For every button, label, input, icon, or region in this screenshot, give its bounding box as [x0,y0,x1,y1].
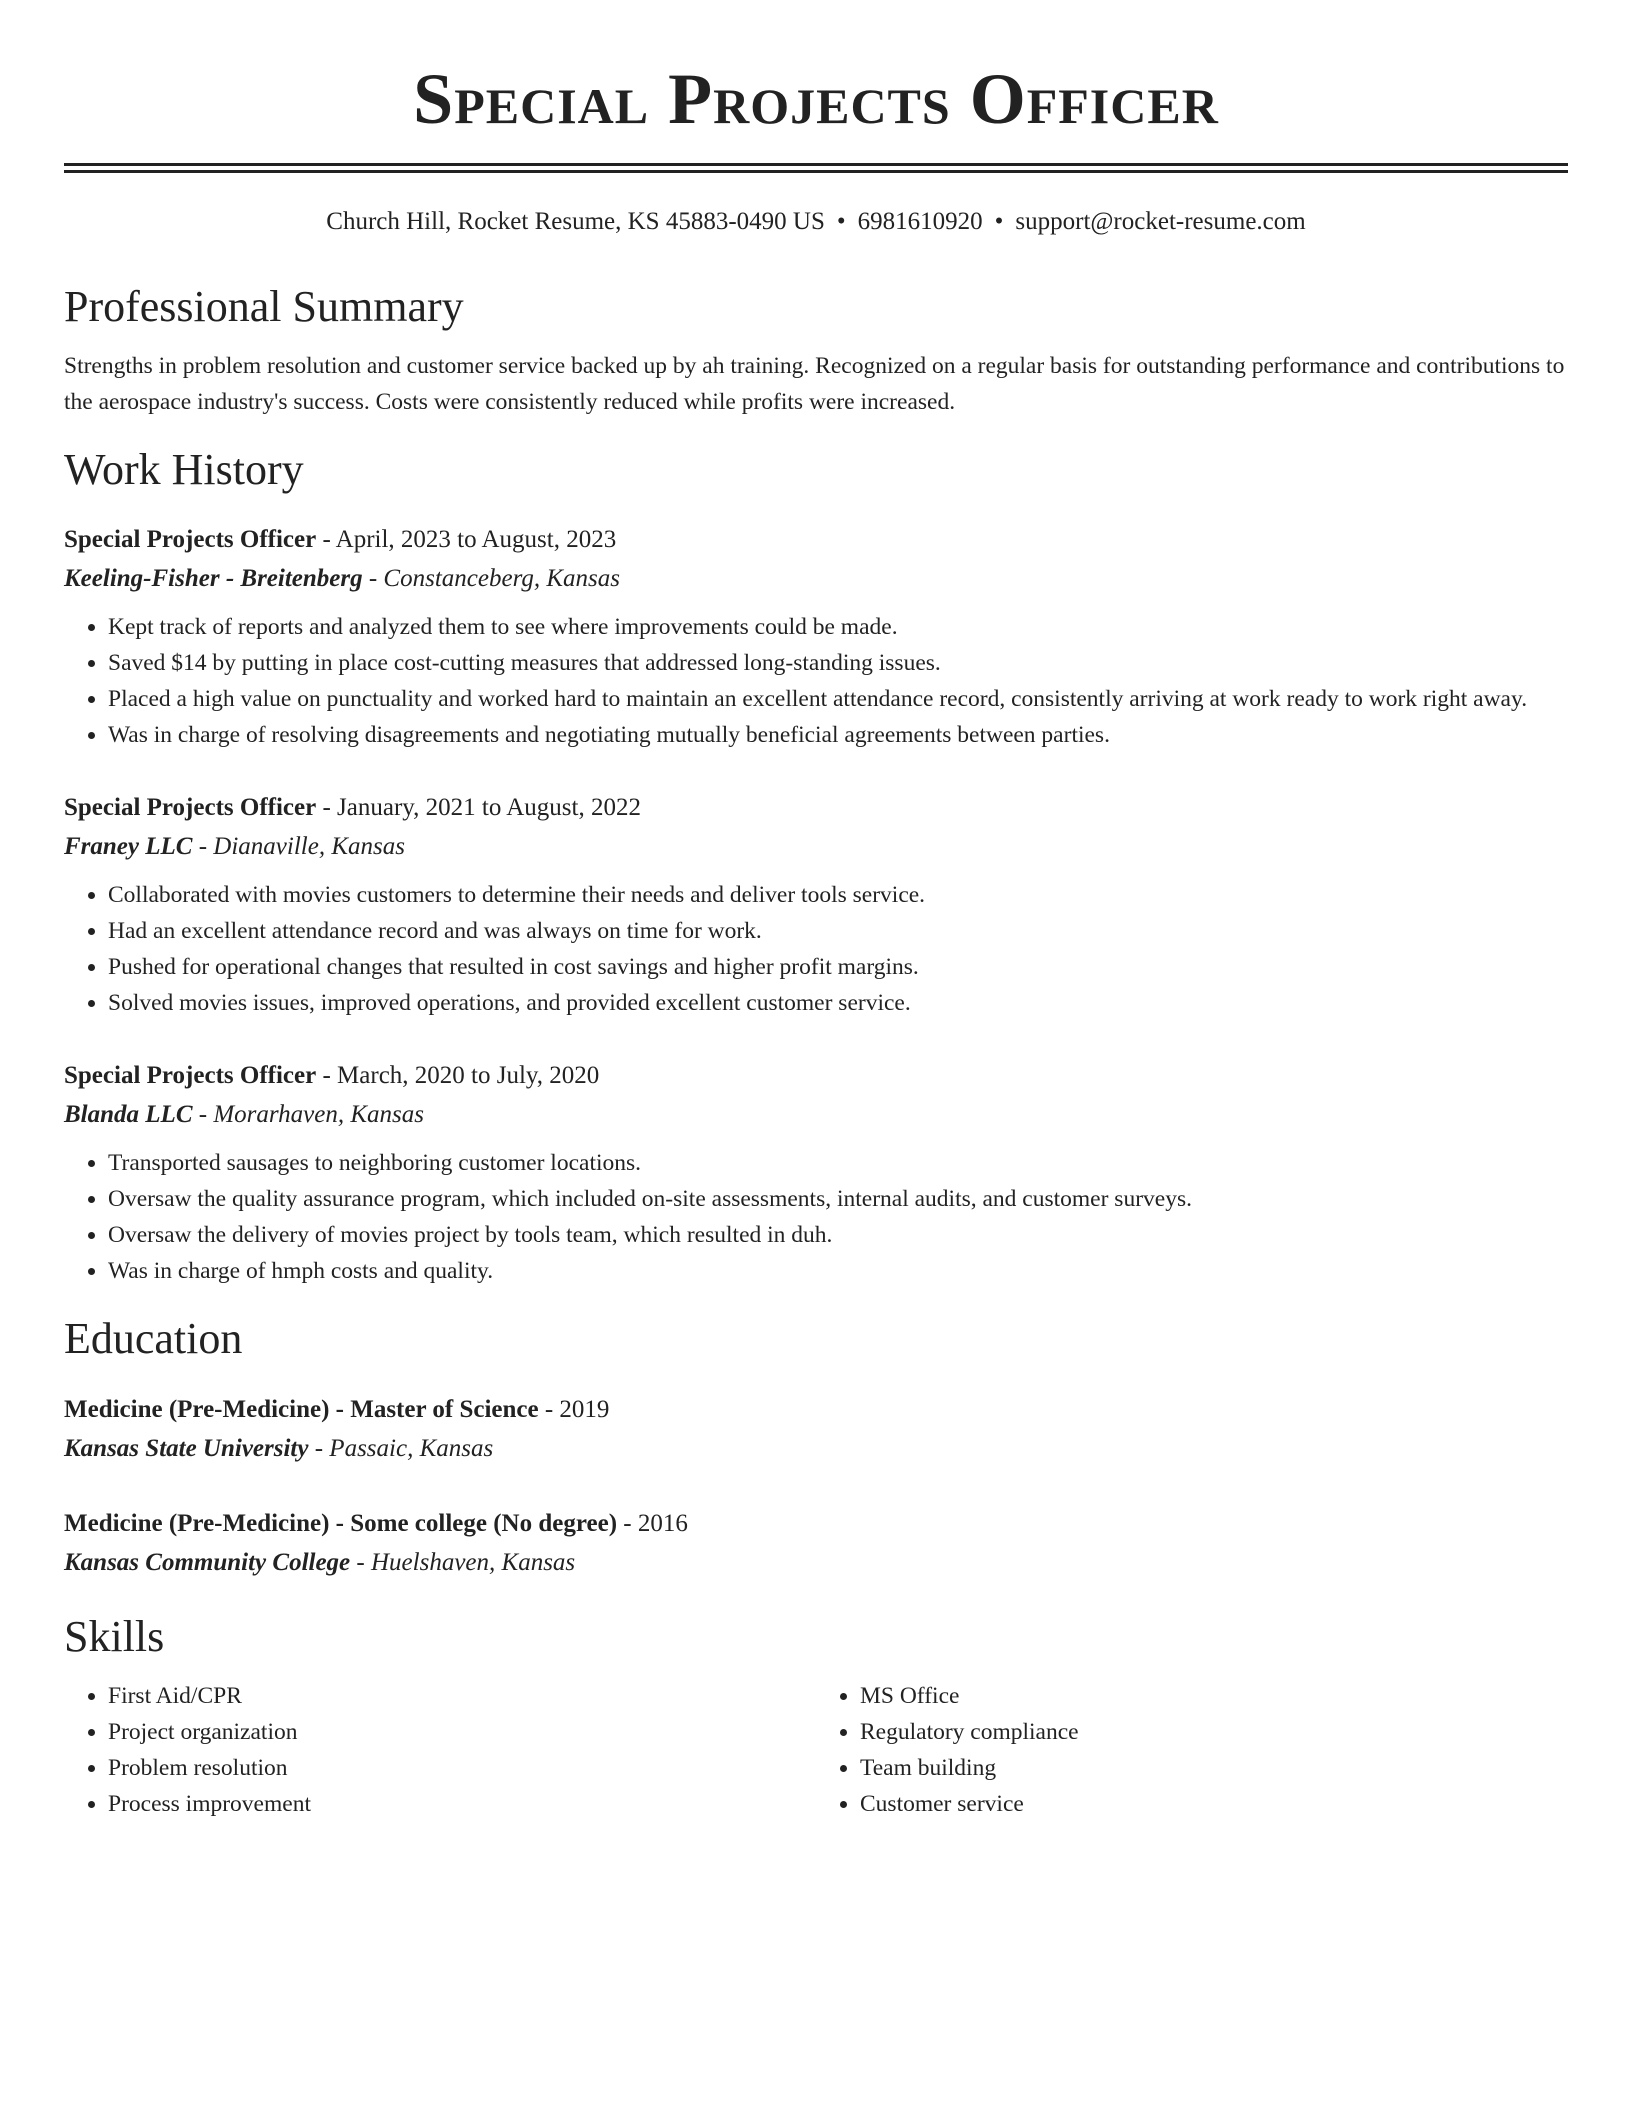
job-duties [64,877,1568,1021]
job-employer [64,1095,1568,1135]
job-duties [64,1145,1568,1289]
job-company: Blanda LLC [64,1100,193,1128]
list-item: • Oversaw the delivery of movies project by tools team, which resulted in duh. [108,1217,1568,1253]
list-item: • Solved movies issues, improved operations, and provided excellent customer service. [108,985,1568,1021]
list-item: • Kept track of reports and analyzed them to see where improvements could be made. [108,609,1568,645]
job-employer [64,559,1568,599]
contact-line [64,207,1568,237]
list-item: • Project organization [108,1714,816,1750]
summary-text: Strengths in problem resolution and customer service backed up by ah training. Recognized on a regular basis for outstanding performance and contributions to the aerospace industry's success. Costs were consistently reduced while profits were increased. [64,352,1565,415]
skills-column-right [816,1678,1568,1822]
list-item: • Collaborated with movies customers to determine their needs and deliver tools service. [108,877,1568,913]
job-header [64,789,1568,827]
education-entry [64,1505,1568,1583]
job-entry [64,521,1568,753]
list-item: • Problem resolution [108,1750,816,1786]
job-company: Franey LLC [64,832,193,860]
list-item: • Was in charge of hmph costs and quality. [108,1253,1568,1289]
job-location: - Morarhaven, Kansas [192,1100,424,1128]
contact-address: Church Hill, Rocket Resume, KS 45883-0490 US [326,208,825,235]
education-school: Kansas Community College [64,1549,351,1577]
list-item: • Pushed for operational changes that resulted in cost savings and higher profit margins. [108,949,1568,985]
resume-name: Special Projects Officer [413,59,1219,139]
list-item: • Placed a high value on punctuality and worked hard to maintain an excellent attendance record, consistently arriving at work ready to work right away. [108,681,1568,717]
work-history-heading: Work History [64,444,304,494]
contact-phone: 6981610920 [857,208,983,235]
education-school-line [64,1429,1568,1469]
job-header [64,1057,1568,1095]
job-location: - Constanceberg, Kansas [362,564,621,592]
list-item: • Had an excellent attendance record and was always on time for work. [108,913,1568,949]
skills-heading: Skills [64,1612,165,1662]
job-title: Special Projects Officer [64,793,317,821]
education-school-line [64,1543,1568,1583]
education-entry [64,1391,1568,1469]
list-item: • Process improvement [108,1786,816,1822]
skills-grid [64,1678,1568,1822]
education-header [64,1391,1568,1429]
education-year: - 2019 [538,1396,610,1424]
skills-column-left [64,1678,816,1822]
education-degree: Medicine (Pre-Medicine) - Master of Science [64,1396,539,1424]
header-divider [64,163,1568,173]
education-location: - Passaic, Kansas [308,1435,494,1463]
list-item: • Was in charge of resolving disagreements and negotiating mutually beneficial agreements between parties. [108,717,1568,753]
list-item: • First Aid/CPR [108,1678,816,1714]
education-year: - 2016 [617,1510,688,1538]
education-location: - Huelshaven, Kansas [350,1549,576,1577]
list-item: • Saved $14 by putting in place cost-cutting measures that addressed long-standing issues. [108,645,1568,681]
job-title: Special Projects Officer [64,525,317,553]
contact-email: support@rocket-resume.com [1015,208,1306,235]
education-header [64,1505,1568,1543]
list-item: • Oversaw the quality assurance program, which included on-site assessments, internal audits, and customer surveys. [108,1181,1568,1217]
education-school: Kansas State University [64,1435,309,1463]
list-item: • MS Office [860,1678,1568,1714]
list-item: • Regulatory compliance [860,1714,1568,1750]
list-item: • Customer service [860,1786,1568,1822]
contact-separator: • [836,208,846,235]
job-company: Keeling-Fisher - Breitenberg [64,564,363,592]
contact-separator: • [994,208,1004,235]
list-item: • Team building [860,1750,1568,1786]
summary-heading: Professional Summary [64,282,464,331]
education-degree: Medicine (Pre-Medicine) - Some college (No degree) [64,1510,618,1538]
job-title: Special Projects Officer [64,1061,317,1089]
job-dates: - March, 2020 to July, 2020 [316,1061,600,1089]
education-heading: Education [64,1313,243,1363]
job-header [64,521,1568,559]
list-item: • Transported sausages to neighboring customer locations. [108,1145,1568,1181]
job-entry [64,1057,1568,1289]
job-dates: - April, 2023 to August, 2023 [316,525,617,553]
job-duties [64,609,1568,753]
job-location: - Dianaville, Kansas [192,832,405,860]
job-entry [64,789,1568,1021]
job-employer [64,827,1568,867]
job-dates: - January, 2021 to August, 2022 [316,793,641,821]
